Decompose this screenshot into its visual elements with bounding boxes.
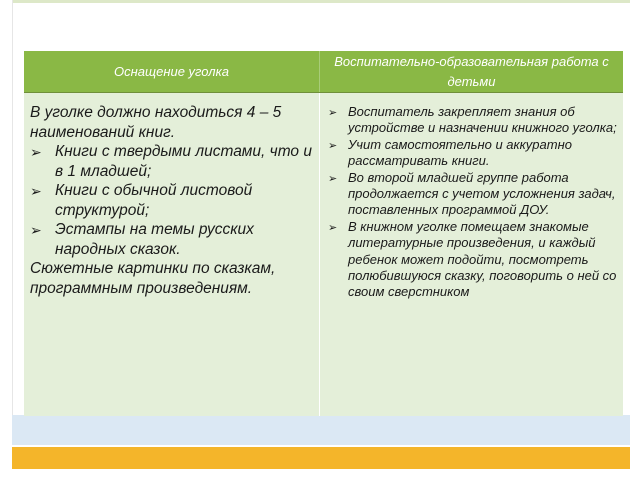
list-item [30, 142, 316, 181]
list-item [30, 220, 316, 259]
equipment-intro: В уголке должно находиться 4 – 5 наименований книг. [30, 104, 282, 141]
footer-bar [12, 447, 630, 469]
list-item-text: Во второй младшей группе работа продолжается с учетом усложнения задач, поставленных программой ДОУ. [348, 169, 616, 218]
top-decor-line [12, 0, 630, 3]
list-item-text: Книги с твердыми листами, что и в 1 младшей; [55, 143, 312, 180]
list-item [30, 181, 316, 220]
equipment-list [30, 142, 316, 259]
table-header-row [24, 51, 623, 92]
left-decor-line [12, 0, 13, 420]
arrow-bullet-icon: ➢ [328, 221, 338, 234]
header-educational-work: Воспитательно-образовательная работа с детьми [334, 53, 609, 89]
header-separator [24, 92, 623, 93]
content-table [24, 51, 623, 416]
list-item [328, 219, 618, 301]
list-item-text: Воспитатель закрепляет знания об устройстве и назначении книжного уголка; [348, 104, 617, 136]
arrow-bullet-icon: ➢ [328, 107, 338, 119]
list-item-text: Учит самостоятельно и аккуратно рассматривать книги. [348, 136, 572, 169]
list-item [328, 104, 618, 137]
equipment-outro: Сюжетные картинки по сказкам, программным произведениям. [30, 260, 276, 297]
list-item-text: Эстампы на темы русских народных сказок. [55, 221, 254, 258]
footer-band [12, 415, 630, 445]
arrow-bullet-icon: ➢ [328, 172, 338, 185]
list-item-text: В книжном уголке помещаем знакомые литературные произведения, и каждый ребенок может подойти, посмотреть полюбившуюся сказку, поговорить о ней со своим сверстником [348, 218, 617, 300]
equipment-cell [30, 103, 316, 298]
list-item [328, 170, 618, 219]
check-arrow-icon: ➢ [30, 183, 42, 199]
educational-work-list [328, 104, 618, 301]
educational-work-cell [328, 104, 618, 301]
column-divider [319, 93, 320, 416]
check-arrow-icon: ➢ [30, 222, 42, 238]
check-arrow-icon: ➢ [30, 144, 42, 160]
header-equipment: Оснащение уголка [114, 64, 229, 79]
list-item [328, 137, 618, 170]
list-item-text: Книги с обычной листовой структурой; [55, 182, 253, 219]
arrow-bullet-icon: ➢ [328, 139, 338, 152]
